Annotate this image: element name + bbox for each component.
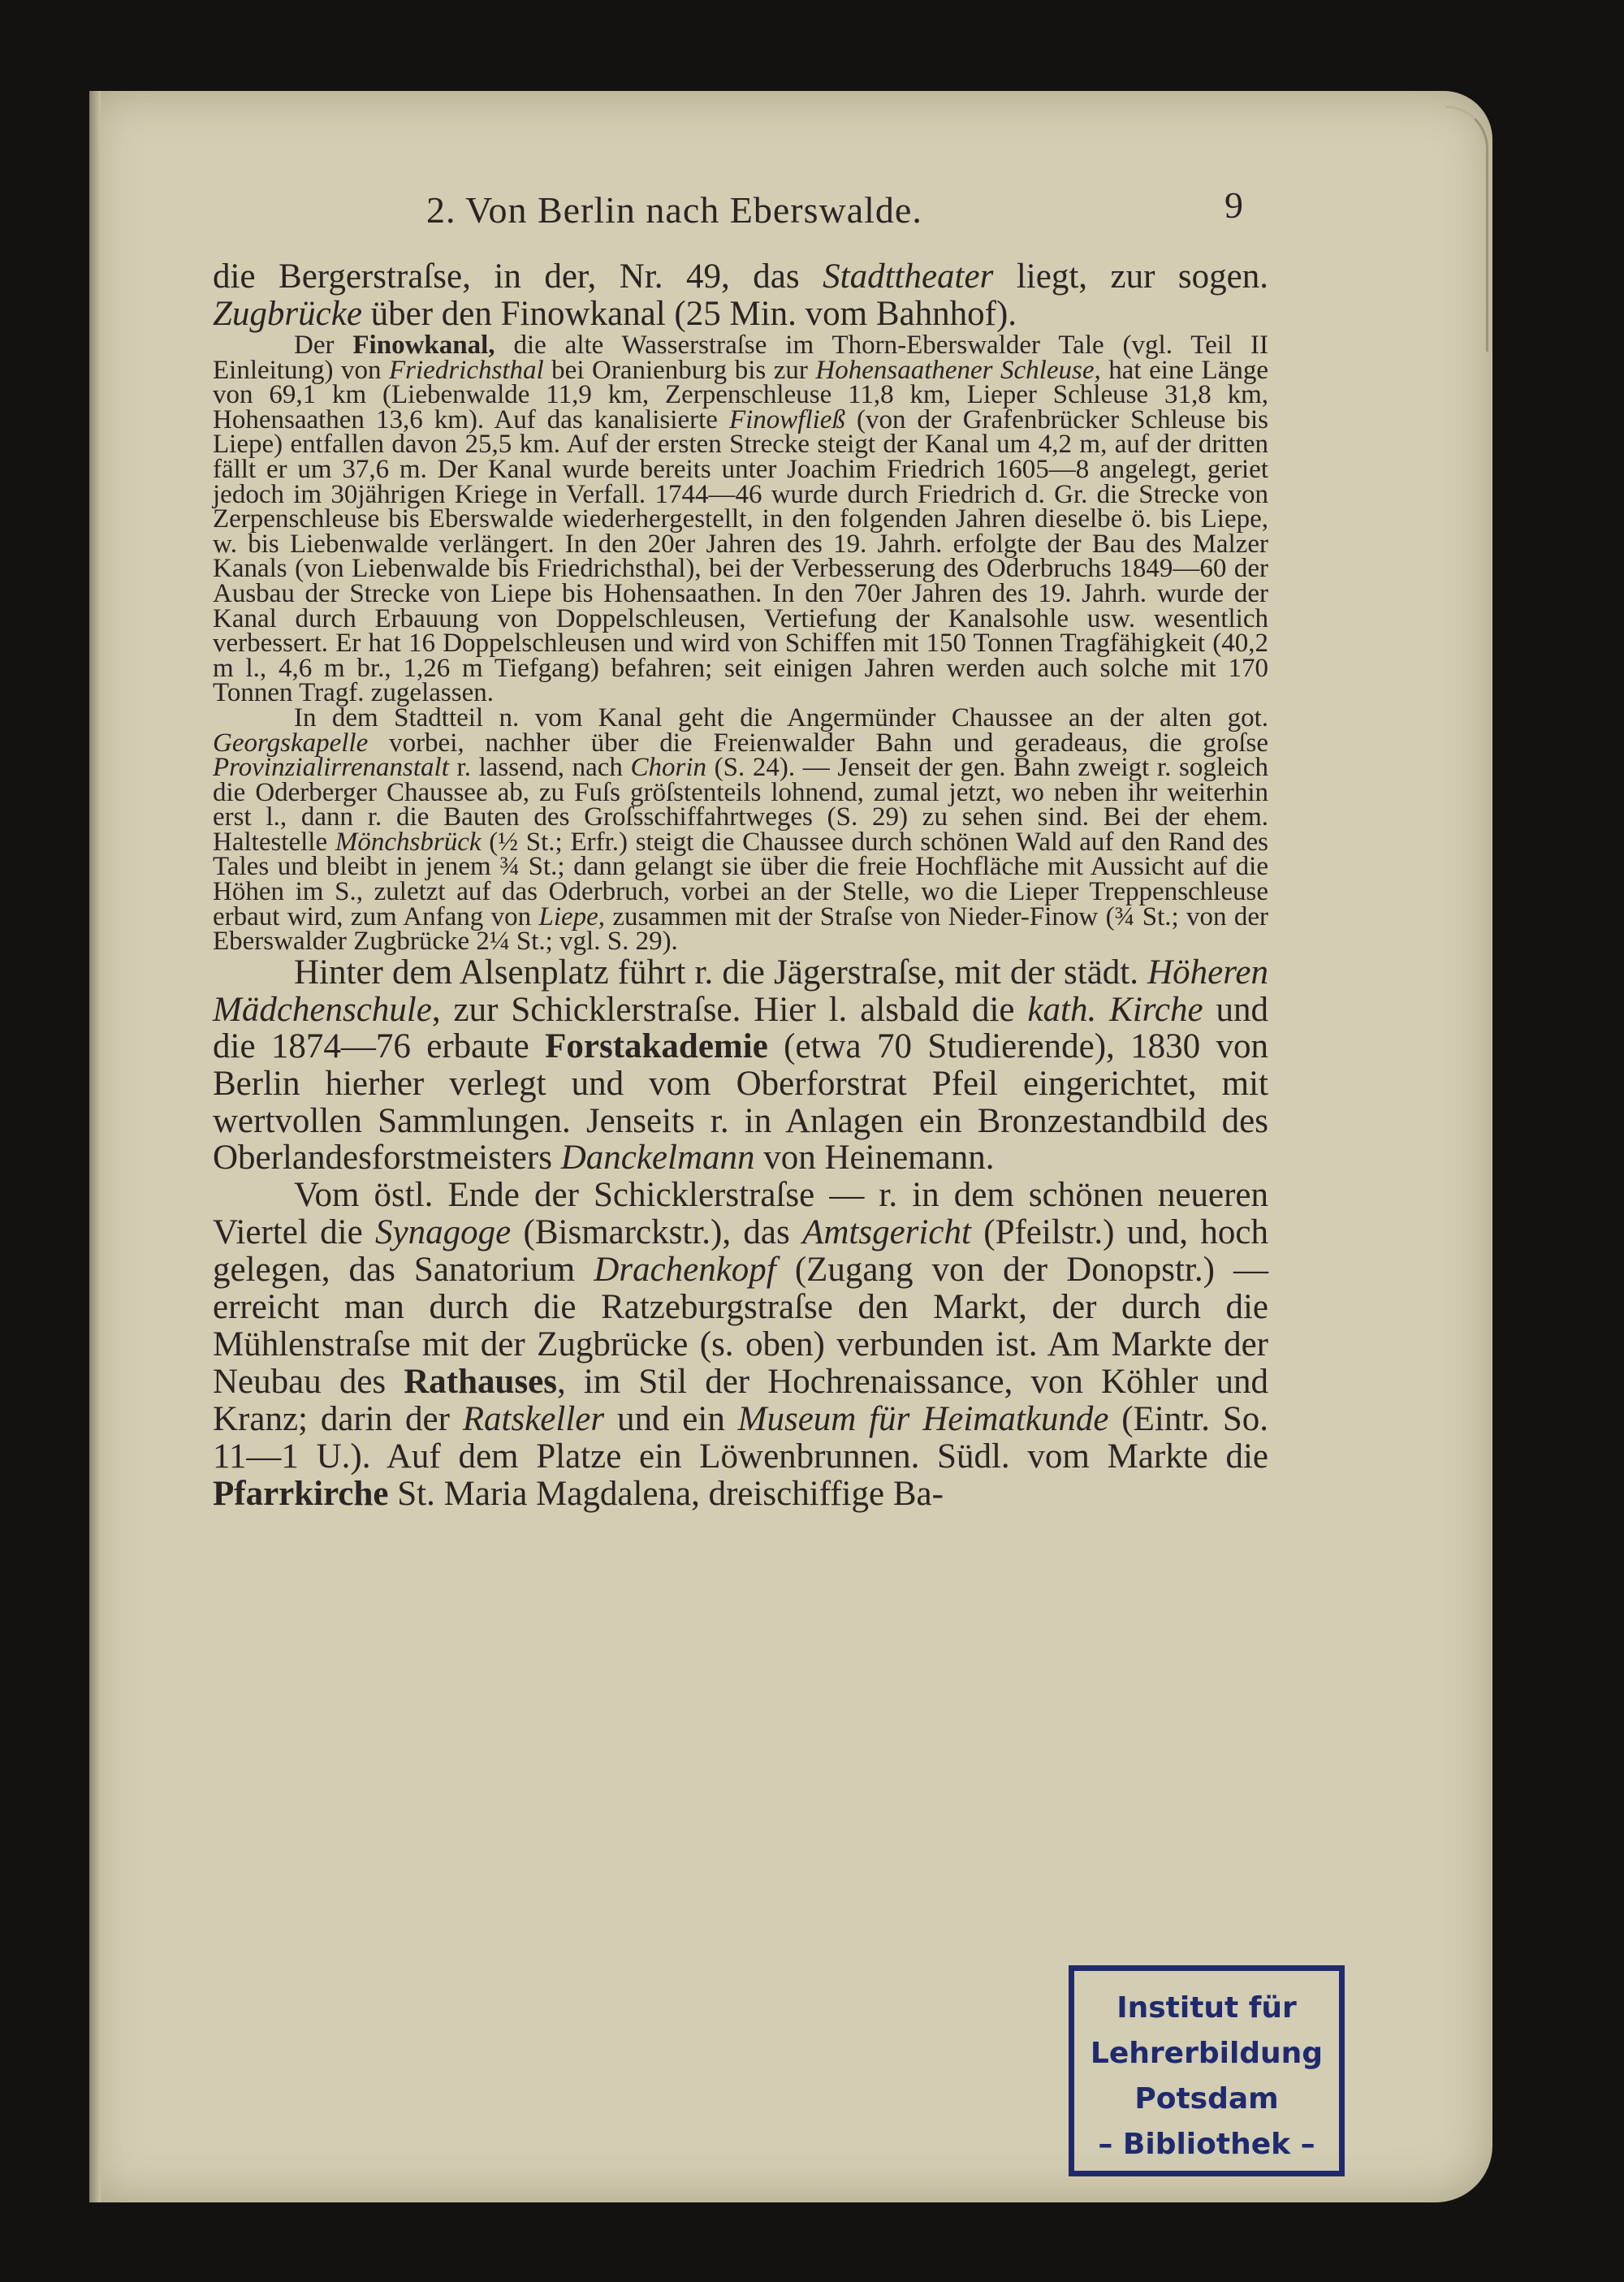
- text-run: Der: [294, 331, 353, 360]
- italic-term: Georgskapelle: [213, 728, 369, 758]
- italic-term: Provinzialirrenanstalt: [213, 753, 449, 783]
- text-run: St. Maria Magdalena, dreischiffige Ba-: [388, 1475, 944, 1514]
- text-run: (Bismarckstr.), das: [511, 1213, 803, 1252]
- bold-term: Pfarrkirche: [213, 1475, 389, 1514]
- italic-term: Stadttheater: [823, 257, 994, 296]
- text-run: die alte Wasserstraſse im Thorn-Eberswalder Tale (vgl. Teil II Einleitung) von: [213, 331, 1269, 385]
- italic-term: Danckelmann: [560, 1139, 755, 1178]
- text-run: Vom östl. Ende der Schicklerstraſse — r. in dem schönen neueren Viertel die: [213, 1176, 1268, 1252]
- text-run: von Heinemann.: [754, 1139, 995, 1178]
- text-run: (Eintr. So. 11—1 U.). Auf dem Platze ein Löwenbrunnen. Südl. vom Markte die: [213, 1400, 1268, 1476]
- paragraph-3-stadtteil: [213, 702, 1269, 957]
- page-binding-edge: [89, 91, 101, 2202]
- italic-term: Drachenkopf: [594, 1251, 776, 1290]
- italic-term: Chorin: [630, 753, 707, 783]
- italic-term: Amtsgericht: [802, 1213, 971, 1252]
- text-run: und die 1874—76 erbaute: [213, 990, 1269, 1066]
- paragraph-2-finowkanal: [213, 333, 1268, 706]
- italic-term: Friedrichsthal: [389, 355, 544, 385]
- italic-term: kath. Kirche: [1027, 990, 1203, 1029]
- italic-term: Museum für Heimatkunde: [737, 1400, 1109, 1439]
- italic-term: Zugbrücke: [213, 295, 362, 333]
- text-run: bei Oranienburg bis zur: [543, 355, 816, 385]
- library-stamp: [1069, 1965, 1345, 2176]
- page-number: 9: [1224, 184, 1243, 226]
- body-text: [213, 258, 1268, 1513]
- italic-term: Synagoge: [375, 1213, 512, 1252]
- bold-term: Rathauses: [404, 1363, 558, 1402]
- text-run: r. lassend, nach: [448, 753, 631, 783]
- text-run: über den Finowkanal (25 Min. vom Bahnhof).: [361, 295, 1017, 333]
- paragraph-1: [213, 258, 1268, 333]
- text-run: (Zugang von der Donopstr.) — erreicht man durch die Ratzeburgstraſse den Markt, der durch die Mühlenstraſse mit der Zugbrücke (s. oben) verbunden ist. Am Markte der Neubau des: [213, 1251, 1268, 1402]
- italic-term: Hohensaathener Schleuse,: [815, 355, 1101, 385]
- italic-term: Höheren Mädchenschule: [213, 953, 1268, 1029]
- text-run: (etwa 70 Studierende), 1830 von Berlin hierher verlegt und vom Oberforstrat Pfeil eingerichtet, mit wertvollen Sammlungen. Jenseits r. in Anlagen ein Bronzestandbild des Oberlandesforstmeisters: [213, 1027, 1268, 1178]
- text-run: hat eine Länge von 69,1 km (Liebenwalde 11,9 km, Zerpenschleuse 11,8 km, Lieper Schleuse 31,8 km, Hohensaathen 13,6 km). Auf das kanalisierte: [213, 355, 1268, 434]
- text-run: , zur Schicklerstraſse. Hier l. alsbald die: [431, 990, 1028, 1029]
- text-run: liegt, zur sogen.: [993, 257, 1269, 296]
- text-run: (von der Grafenbrücker Schleuse bis Liepe) entfallen davon 25,5 km. Auf der ersten Strecke steigt der Kanal um 4,2 m, auf der dritten fällt er um 37,6 m. Der Kanal wurde bereits unter Joachim Friedrich 1605—8 angelegt, geriet jedoch im 30jährigen Kriege in Verfall. 1744—46 wurde durch Friedrich d. Gr. die Strecke von Zerpenschleuse bis Eberswalde wiederhergestellt, in den folgenden Jahren dieselbe ö. bis Liepe, w. bis Liebenwalde verlängert. In den 20er Jahren des 19. Jahrh. erfolgte der Bau des Malzer Kanals (von Liebenwalde bis Friedrichsthal), bei der Verbesserung des Oderbruchs 1849—60 der Ausbau der Strecke von Liepe bis Hohensaathen. In den 70er Jahren des 19. Jahrh. wurde der Kanal durch Erbauung von Doppelschleusen, Vertiefung der Kanalsohle usw. wesentlich verbessert. Er hat 16 Doppelschleusen und wird von Schiffen mit 150 Tonnen Tragfähigkeit (40,2 m l., 4,6 m br., 1,26 m Tiefgang) befahren; seit einigen Jahren werden auch solche mit 170 Tonnen Tragf. zugelassen.: [213, 404, 1268, 708]
- text-run: zusammen mit der Straſse von Nieder-Finow (¾ St.; von der Eberswalder Zugbrücke 2¼ St.; vgl. S. 29).: [213, 901, 1269, 957]
- italic-term: Ratskeller: [462, 1400, 605, 1439]
- paragraph-5-schicklerstrasse: [213, 1177, 1268, 1513]
- bold-term: Forstakademie: [545, 1027, 768, 1066]
- text-run: (½ St.; Erfr.) steigt die Chaussee durch schönen Wald auf den Rand des Tales und bleibt in jenem ¾ St.; dann gelangt sie über die freie Hochfläche mit Aussicht auf die Höhen im S., zuletzt auf das Oderbruch, vorbei an der Stelle, wo die Lieper Treppenschleuse erbaut wird, zum Anfang von: [213, 827, 1268, 931]
- text-run: , im Stil der Hochrenaissance, von Köhler und Kranz; darin der: [213, 1363, 1268, 1439]
- running-header: 2. Von Berlin nach Eberswalde.: [426, 189, 922, 231]
- bold-term: Finowkanal,: [352, 331, 495, 360]
- text-run: In dem Stadtteil n. vom Kanal geht die Angermünder Chaussee an der alten got.: [294, 702, 1268, 733]
- italic-term: Finowfließ: [728, 404, 845, 434]
- page-stack-edge: [1445, 106, 1488, 352]
- text-run: und ein: [604, 1400, 738, 1439]
- italic-term: Mönchsbrück: [335, 827, 482, 857]
- text-run: vorbei, nachher über die Freienwalder Bahn und geradeaus, die groſse: [368, 728, 1268, 758]
- stamp-line: – Bibliothek –: [1098, 2128, 1315, 2161]
- text-run: die Bergerstraſse, in der, Nr. 49, das: [213, 257, 823, 296]
- stamp-line: Institut für: [1116, 1991, 1297, 2025]
- text-run: (Pfeilstr.) und, hoch gelegen, das Sanatorium: [213, 1213, 1268, 1290]
- text-run: Hinter dem Alsenplatz führt r. die Jägerstraſse, mit der städt.: [294, 953, 1148, 992]
- stamp-line: Potsdam: [1134, 2082, 1279, 2116]
- italic-term: Liepe,: [538, 901, 606, 931]
- stamp-line: Lehrerbildung: [1090, 2037, 1324, 2070]
- paragraph-4-alsenplatz: [213, 954, 1268, 1177]
- text-run: (S. 24). — Jenseit der gen. Bahn zweigt r. sogleich die Oderberger Chaussee ab, zu Fuſs gröſstenteils lohnend, zumal jetzt, wo neben ihr weiterhin erst l., dann r. die Bauten des Groſsschiffahrtweges (S. 29) zu sehen sind. Bei der ehem. Haltestelle: [213, 753, 1268, 857]
